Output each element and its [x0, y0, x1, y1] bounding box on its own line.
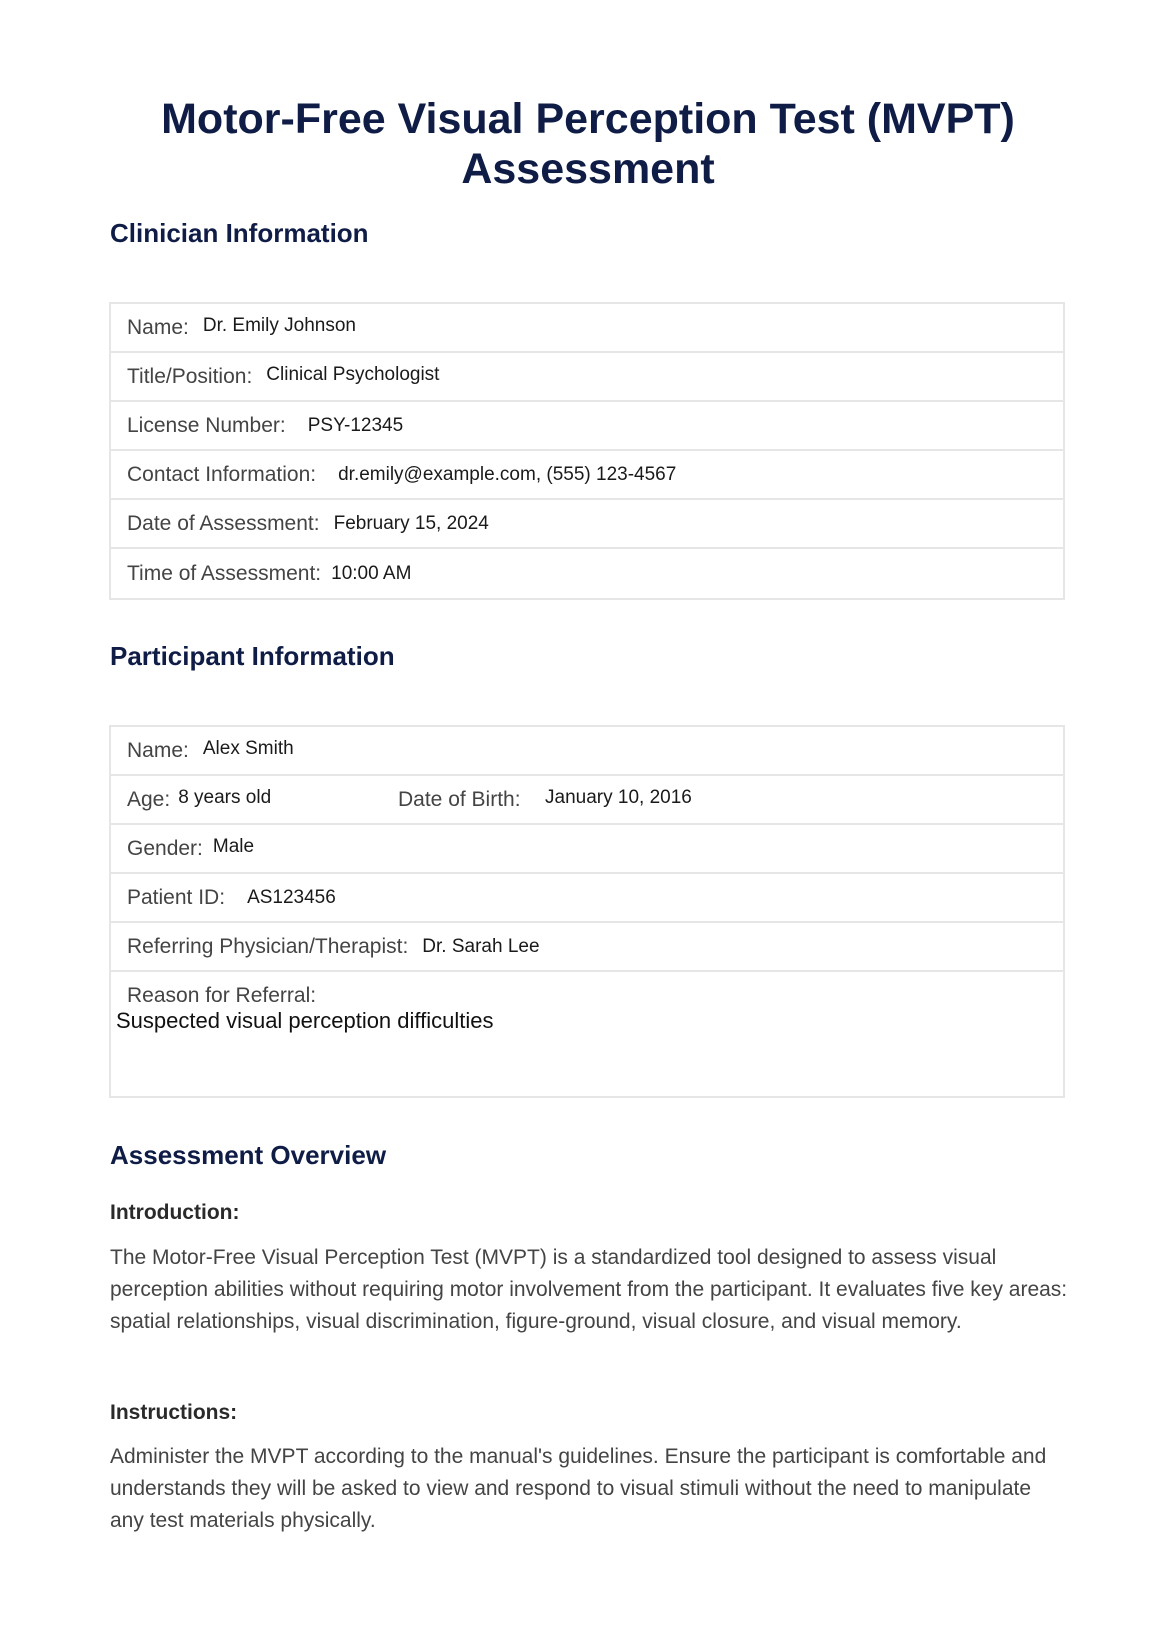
participant-name-label: Name:	[127, 738, 189, 762]
clinician-title-label: Title/Position:	[127, 364, 253, 388]
participant-age-label: Age:	[127, 787, 171, 811]
participant-age-dob-row	[111, 776, 1063, 825]
participant-reason-value[interactable]: Suspected visual perception difficulties	[116, 1008, 494, 1033]
participant-dob-value[interactable]: January 10, 2016	[545, 787, 692, 808]
participant-id-row	[111, 874, 1063, 923]
clinician-contact-label: Contact Information:	[127, 462, 317, 486]
participant-name-row	[111, 727, 1063, 776]
participant-gender-label: Gender:	[127, 836, 203, 860]
participant-referring-value[interactable]: Dr. Sarah Lee	[422, 935, 540, 957]
clinician-title-value[interactable]: Clinical Psychologist	[266, 363, 440, 385]
document-title: Motor-Free Visual Perception Test (MVPT) Assessment	[161, 95, 1015, 193]
clinician-date-label: Date of Assessment:	[127, 511, 320, 535]
participant-id-label: Patient ID:	[127, 885, 226, 909]
participant-reason-label: Reason for Referral:	[127, 984, 317, 1007]
clinician-date-value[interactable]: February 15, 2024	[333, 512, 489, 534]
instructions-heading: Instructions:	[110, 1401, 238, 1424]
introduction-heading: Introduction:	[110, 1201, 240, 1224]
participant-name-value[interactable]: Alex Smith	[202, 737, 294, 759]
clinician-name-value[interactable]: Dr. Emily Johnson	[202, 314, 356, 336]
clinician-name-row	[111, 304, 1063, 353]
clinician-time-value[interactable]: 10:00 AM	[331, 562, 412, 584]
clinician-date-row	[111, 500, 1063, 549]
participant-gender-row	[111, 825, 1063, 874]
clinician-license-label: License Number:	[127, 413, 286, 437]
participant-id-value[interactable]: AS123456	[247, 886, 336, 908]
participant-referring-row	[111, 923, 1063, 972]
clinician-title-row	[111, 353, 1063, 402]
participant-info-table	[109, 725, 1065, 1098]
participant-section-heading: Participant Information	[110, 641, 395, 671]
instructions-paragraph: Administer the MVPT according to the manual's guidelines. Ensure the participant is comfortable and understands they will be asked to view and respond to visual stimuli without the need to manipulate any test materials physically.	[110, 1445, 1047, 1532]
participant-reason-row	[111, 972, 1063, 1096]
clinician-time-row	[111, 549, 1063, 598]
clinician-contact-row	[111, 451, 1063, 500]
overview-section-heading: Assessment Overview	[110, 1140, 387, 1170]
participant-referring-label: Referring Physician/Therapist:	[127, 934, 409, 958]
clinician-time-label: Time of Assessment:	[127, 561, 322, 585]
clinician-name-label: Name:	[127, 315, 189, 339]
clinician-license-value[interactable]: PSY-12345	[307, 414, 404, 436]
clinician-license-row	[111, 402, 1063, 451]
introduction-paragraph: The Motor-Free Visual Perception Test (MVPT) is a standardized tool designed to assess visual perception abilities without requiring motor involvement from the participant. It evaluates five key areas: spatial relationships, visual discrimination, figure-ground, visual closure, and visual memory.	[110, 1246, 1068, 1333]
participant-dob-label: Date of Birth:	[398, 787, 521, 811]
participant-age-value[interactable]: 8 years old	[178, 786, 272, 808]
clinician-contact-value[interactable]: dr.emily@example.com, (555) 123-4567	[338, 463, 677, 485]
participant-gender-value[interactable]: Male	[212, 835, 255, 857]
clinician-info-table	[109, 302, 1065, 600]
clinician-section-heading: Clinician Information	[110, 218, 369, 248]
